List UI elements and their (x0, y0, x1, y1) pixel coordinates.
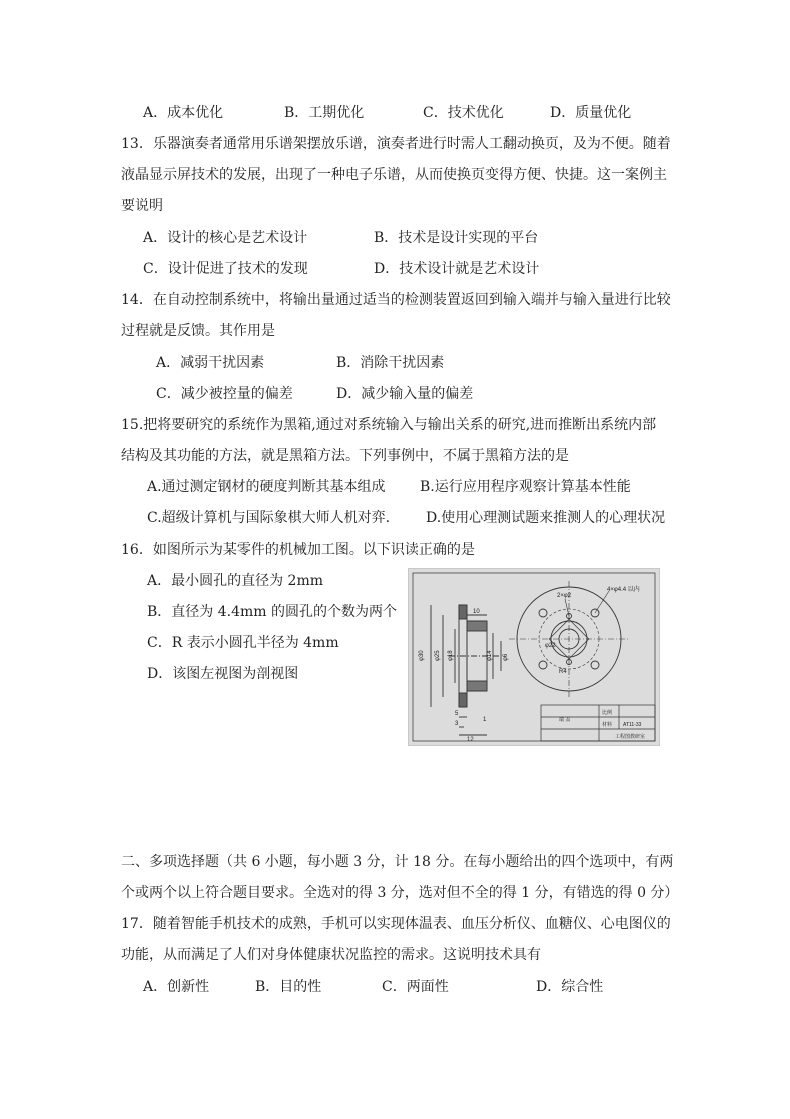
label-r4: R4 (559, 669, 567, 675)
q17-option-c: C．两面性 (382, 979, 449, 995)
section-view (431, 605, 501, 735)
q13-option-d: D．技术设计就是艺术设计 (374, 261, 540, 277)
q12-option-a: A．成本优化 (143, 105, 224, 121)
bolt-hole-3 (539, 661, 547, 669)
label-phi14: φ14 (487, 650, 493, 661)
label-phi22: φ22 (545, 643, 556, 649)
bolt-hole-4 (591, 661, 599, 669)
label-holes-small: 2×φ2 (557, 593, 572, 599)
tb-code: AT11-33 (623, 722, 642, 728)
q15-stem-line-2: 结构及其功能的方法，就是黑箱方法。下列事例中，不属于黑箱方法的是 (121, 448, 569, 464)
q14-stem-line-1: 14．在自动控制系统中，将输出量通过适当的检测装置返回到输入端并与输入量进行比较 (121, 292, 671, 308)
q14-option-a: A．减弱干扰因素 (156, 355, 265, 371)
label-ten: 10 (473, 609, 480, 615)
leader-large-holes (595, 591, 609, 613)
label-five: 5 (455, 711, 459, 717)
label-twelve: 12 (467, 737, 474, 743)
q13-option-b: B．技术是设计实现的平台 (374, 230, 539, 246)
label-phi25: φ25 (435, 650, 441, 661)
label-phi18: φ18 (448, 650, 454, 661)
q17-stem-line-1: 17．随着智能手机技术的成熟，手机可以实现体温表、血压分析仪、血糖仪、心电图仪的 (121, 916, 671, 932)
q12-option-b: B．工期优化 (284, 105, 365, 121)
label-one: 1 (483, 717, 487, 723)
label-three: 3 (455, 721, 459, 727)
q13-stem-line-2: 液晶显示屏技术的发展，出现了一种电子乐谱，从而使换页变得方便、快捷。这一案例主 (121, 167, 667, 183)
q16-option-d: D．该图左视图为剖视图 (147, 666, 299, 682)
q17-option-d: D．综合性 (536, 979, 604, 995)
q17-option-b: B．目的性 (255, 979, 322, 995)
q13-stem-line-1: 13．乐器演奏者通常用乐谱架摆放乐谱，演奏者进行时需人工翻动换页，及为不便。随着 (121, 136, 671, 152)
q12-option-c: C．技术优化 (423, 105, 504, 121)
q15-option-b: B.运行应用程序观察计算基本性能 (420, 479, 631, 495)
q14-option-c: C．减少被控量的偏差 (156, 386, 293, 402)
flange-hatch-top (459, 605, 467, 619)
q13-option-c: C．设计促进了技术的发现 (143, 261, 308, 277)
q16-option-b: B．直径为 4.4mm 的圆孔的个数为两个 (147, 604, 398, 620)
tb-school: 工程图教研室 (615, 734, 646, 740)
flange-hatch-bottom (459, 693, 467, 707)
q13-option-a: A．设计的核心是艺术设计 (143, 230, 308, 246)
q13-stem-line-3: 要说明 (121, 198, 163, 214)
q15-option-a: A.通过测定钢材的硬度判断其基本组成 (147, 479, 386, 495)
q16-option-c: C．R 表示小圆孔半径为 4mm (147, 635, 339, 651)
section2-line-2: 个或两个以上符合题目要求。全选对的得 3 分，选对但不全的得 1 分，有错选的得 0 分） (121, 885, 679, 901)
leader-small-holes (565, 599, 569, 616)
section2-line-1: 二、多项选择题（共 6 小题，每小题 3 分，计 18 分。在每小题给出的四个选项中，有两 (121, 854, 674, 870)
q15-option-d: D.使用心理测试题来推测人的心理状况 (426, 510, 666, 526)
label-phi6: φ6 (503, 653, 509, 661)
tb-name: 端 盖 (559, 717, 571, 723)
q16-option-a: A．最小圆孔的直径为 2mm (147, 573, 324, 589)
q16-stem: 16．如图所示为某零件的机械加工图。以下识读正确的是 (121, 542, 475, 558)
boss-hatch-bottom (467, 681, 487, 691)
q14-option-b: B．消除干扰因素 (336, 355, 445, 371)
q15-stem-line-1: 15.把将要研究的系统作为黑箱,通过对系统输入与输出关系的研究,进而推断出系统内部 (121, 417, 657, 433)
q12-option-d: D．质量优化 (550, 105, 632, 121)
tb-scale: 比例 (602, 710, 613, 716)
tb-material: 材料 (602, 722, 613, 728)
mechanical-drawing (408, 568, 660, 746)
q15-option-c: C.超级计算机与国际象棋大师人机对弈. (147, 510, 391, 526)
label-holes-large: 4×φ4.4 以内 (607, 587, 640, 593)
boss-hatch-top (467, 621, 487, 631)
q17-option-a: A．创新性 (143, 979, 210, 995)
drawing-svg (409, 569, 659, 745)
label-phi30: φ30 (419, 650, 425, 661)
q17-stem-line-2: 功能，从而满足了人们对身体健康状况监控的需求。这说明技术具有 (121, 947, 541, 963)
q14-option-d: D．减少输入量的偏差 (336, 386, 474, 402)
q14-stem-line-2: 过程就是反馈。其作用是 (121, 323, 275, 339)
bolt-hole-1 (539, 609, 547, 617)
